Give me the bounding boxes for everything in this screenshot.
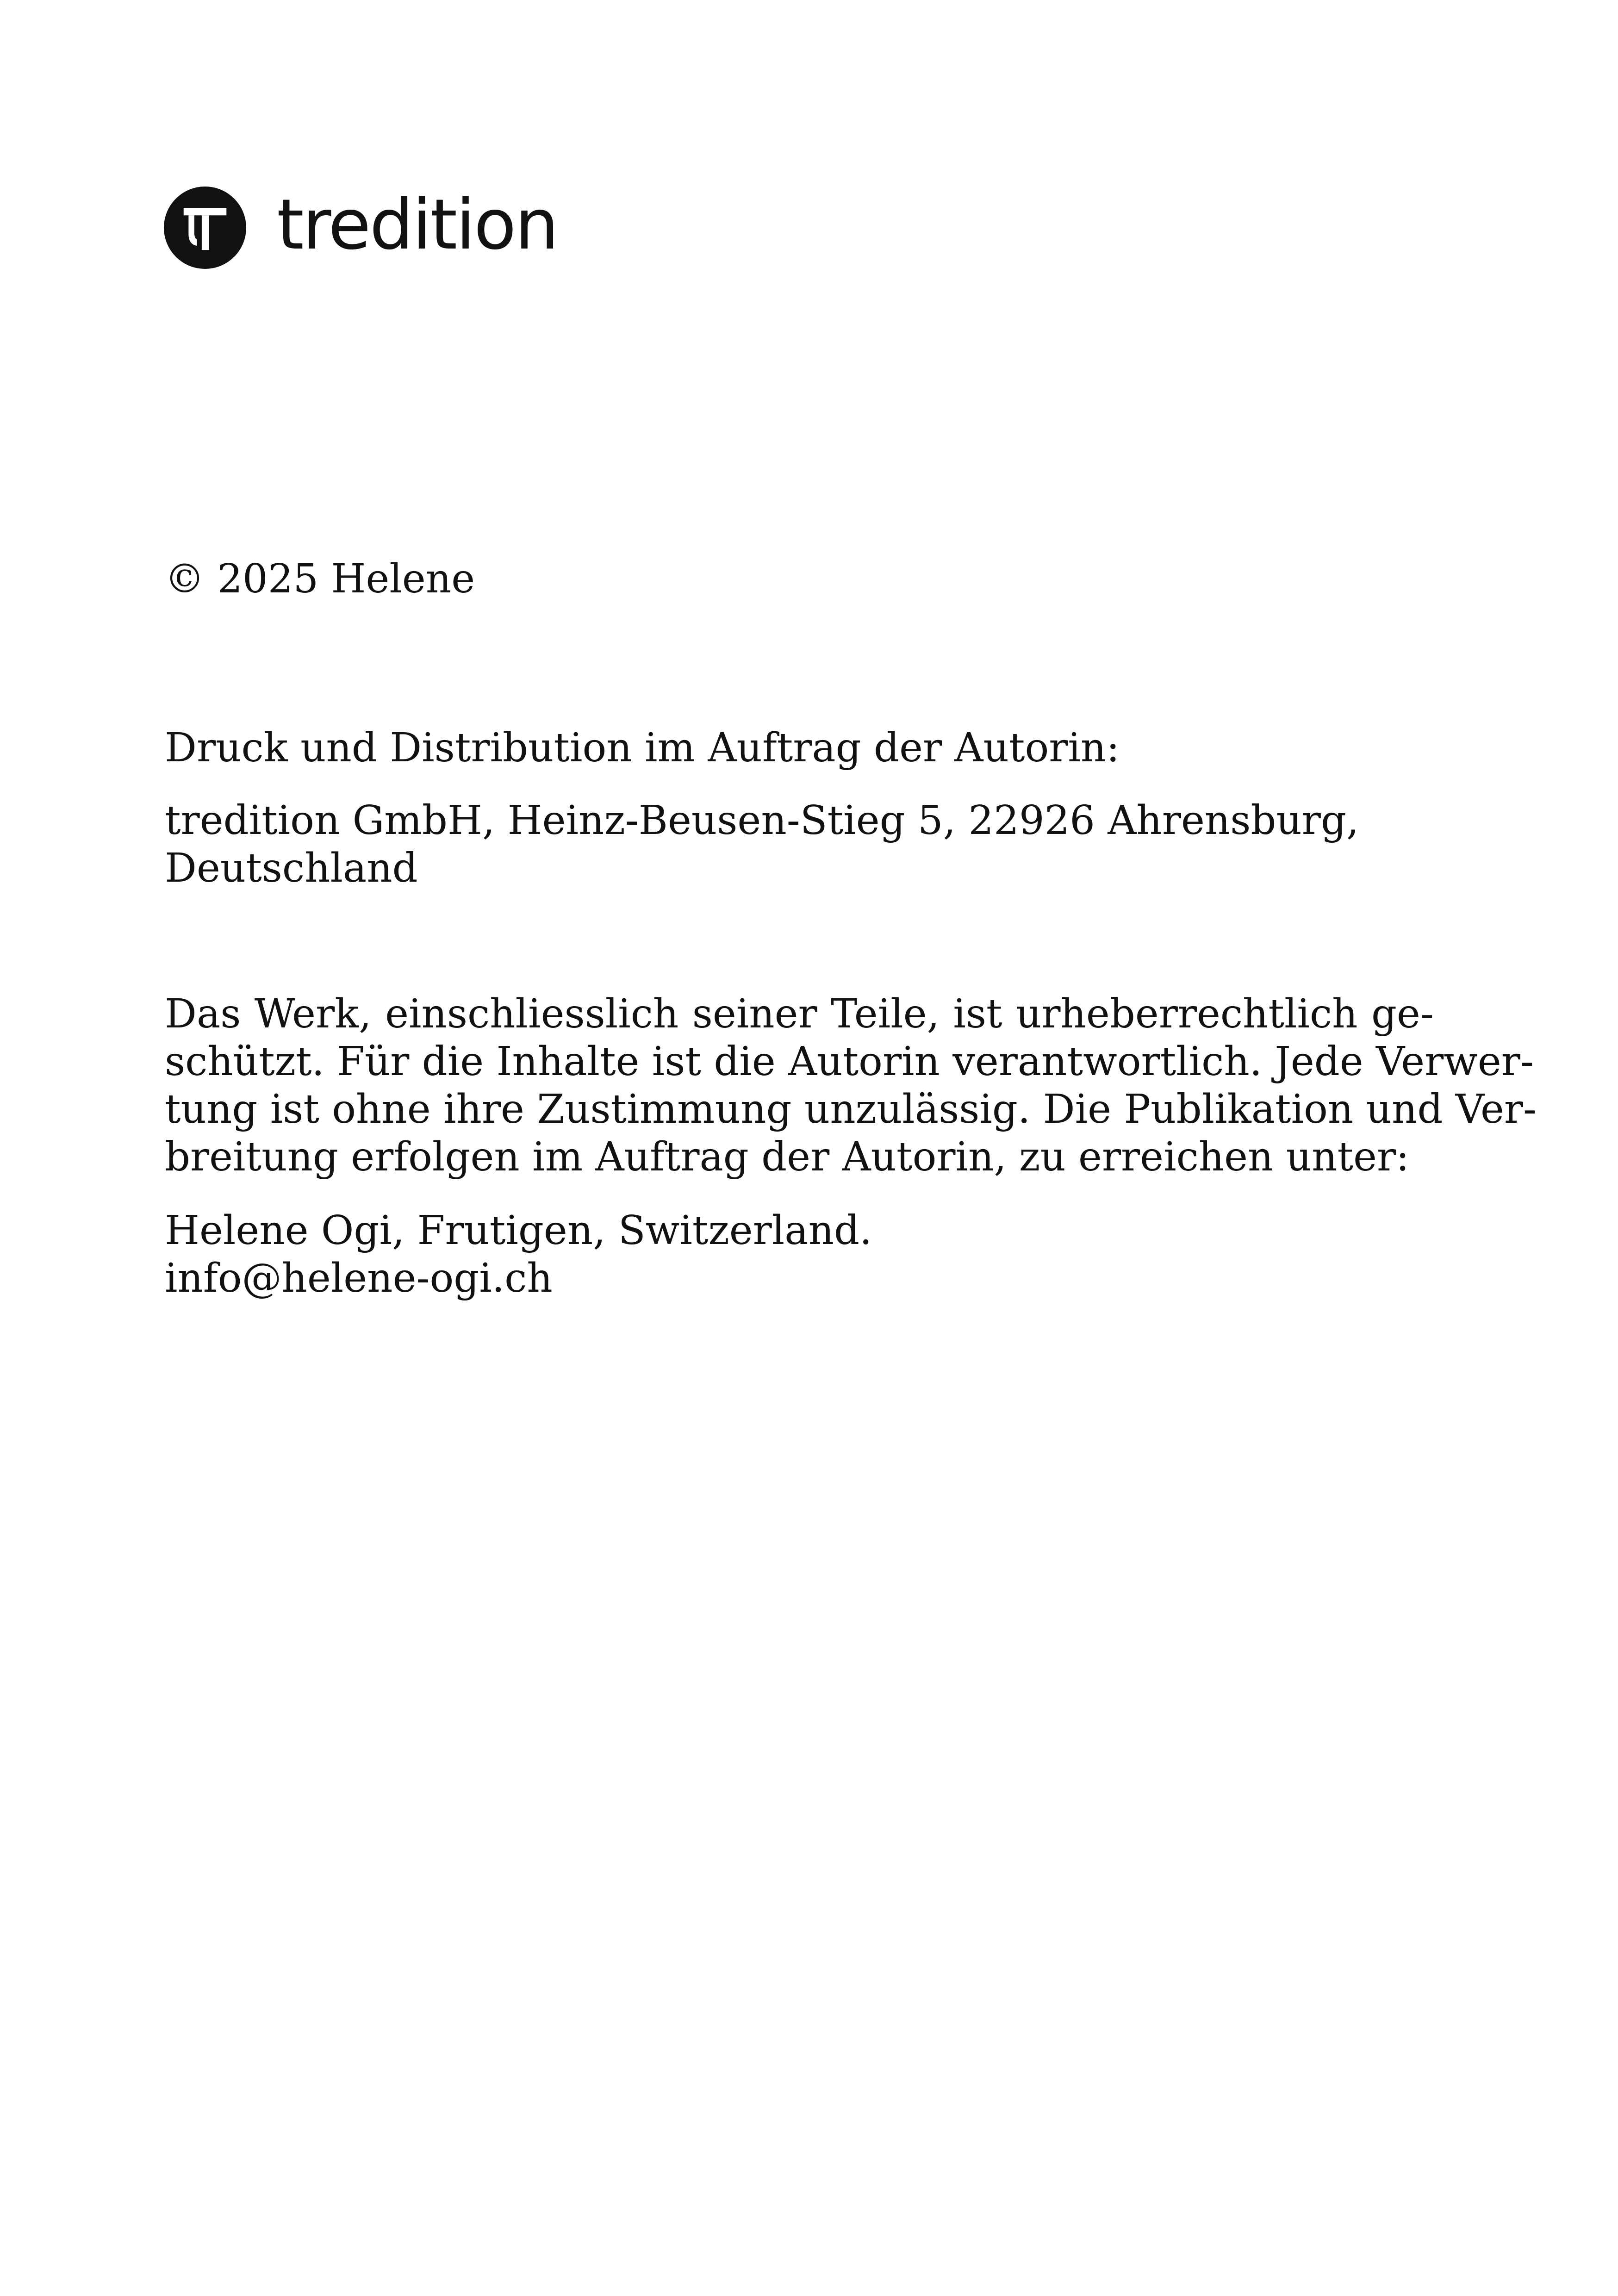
publisher-address [165,797,1434,892]
address-country: Deutschland [165,845,418,891]
publisher-logo [164,186,558,269]
author-name-location: Helene Ogi, Frutigen, Switzerland. [165,1207,872,1254]
legal-line: Das Werk, einschliesslich seiner Teile, ist urheberrechtlich ge- [165,991,1434,1037]
copyright-notice: © 2025 Helene [165,556,475,602]
author-contact [165,1207,1434,1302]
tredition-logo-icon [164,187,246,269]
author-email[interactable]: info@helene-ogi.ch [165,1255,553,1301]
legal-line: breitung erfolgen im Auftrag der Autorin, zu erreichen unter: [165,1134,1410,1180]
legal-line: schützt. Für die Inhalte ist die Autorin verantwortlich. Jede Verwer- [165,1039,1534,1085]
legal-line: tung ist ohne ihre Zustimmung unzulässig. Die Publikation und Ver- [165,1086,1537,1132]
copyright-legal-paragraph [165,990,1537,1181]
logo-wordmark: tredition [277,185,558,265]
address-line: tredition GmbH, Heinz-Beusen-Stieg 5, 22926 Ahrensburg, [165,797,1359,844]
print-distribution-heading: Druck und Distribution im Auftrag der Autorin: [165,725,1120,771]
